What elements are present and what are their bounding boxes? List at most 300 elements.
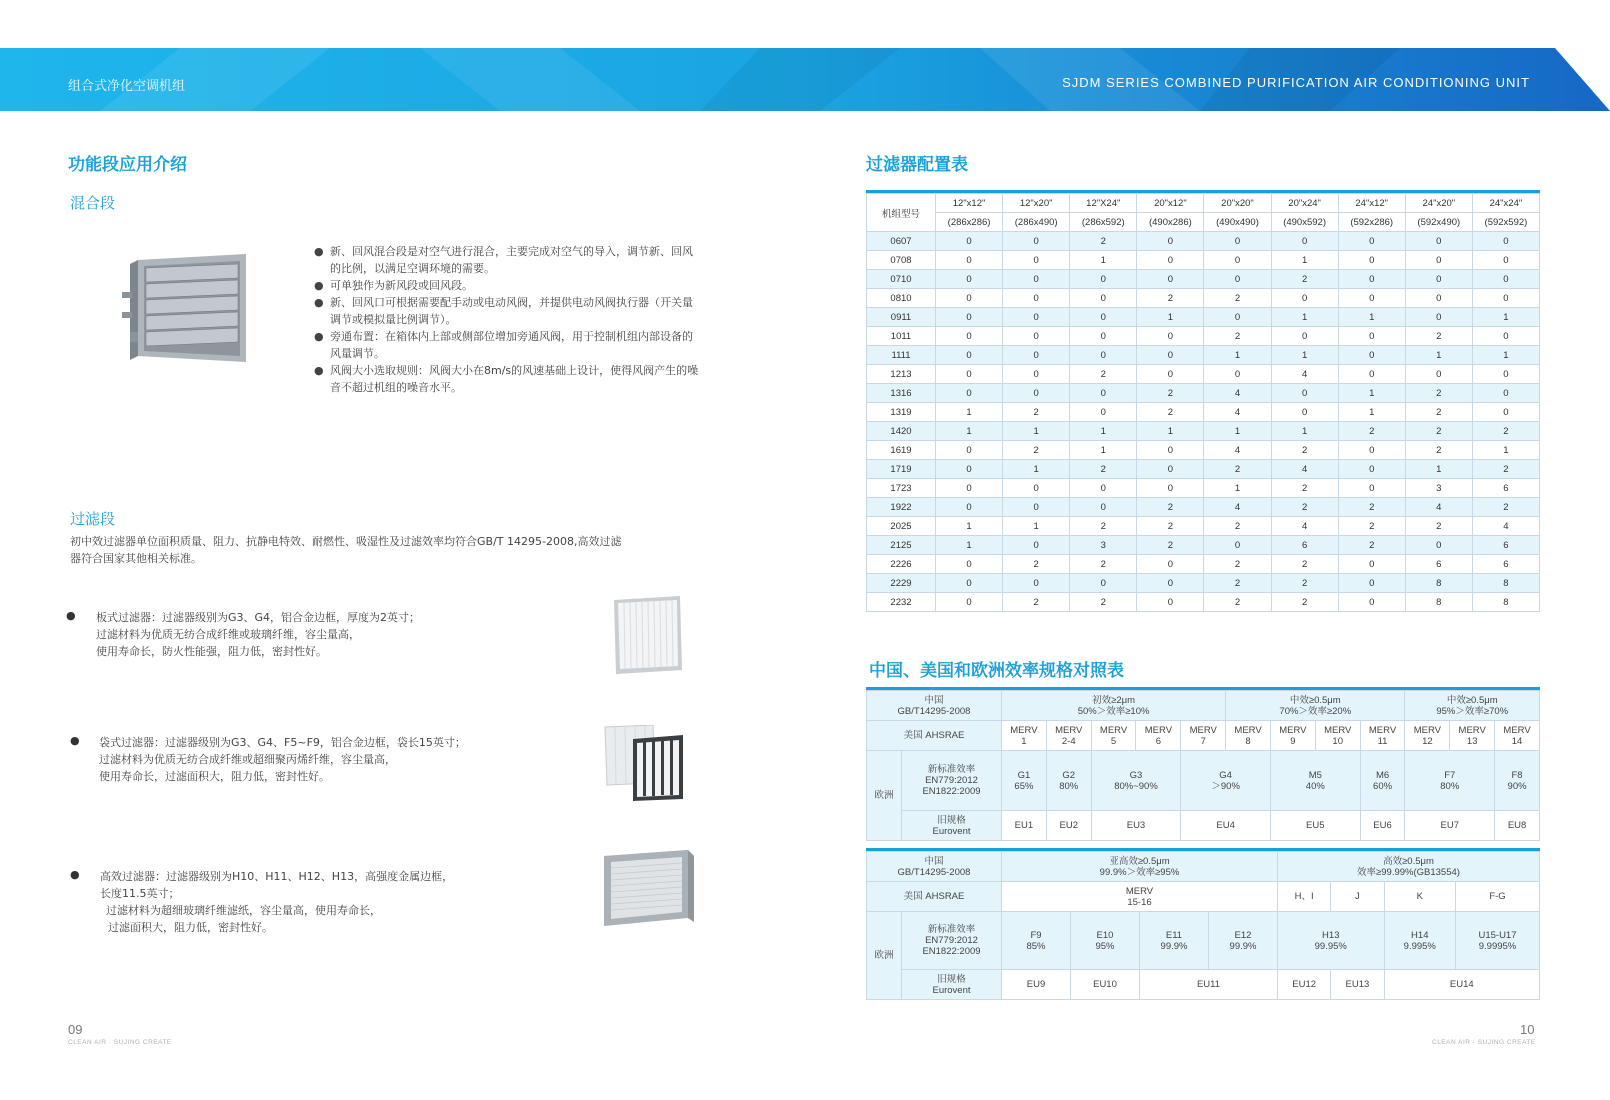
- text-line: 中效≥0.5μm: [1289, 694, 1341, 706]
- old-standard-label: [902, 811, 1002, 841]
- count-cell: 0: [936, 384, 1003, 403]
- table-row: [867, 498, 1540, 517]
- text-line: 音不超过机组的噪音水平。: [330, 381, 462, 394]
- filter-intro: [70, 533, 621, 567]
- eu-value-cell: [1091, 751, 1181, 811]
- text-line: 12: [1422, 735, 1433, 747]
- count-cell: 0: [1405, 365, 1472, 384]
- table-row: [867, 251, 1540, 270]
- header-left-title: 组合式净化空调机组: [68, 79, 186, 94]
- table-row: [867, 422, 1540, 441]
- text-line: 1: [1021, 735, 1027, 747]
- mixing-bullet-1: [314, 243, 693, 277]
- bullet-icon: ●: [314, 245, 324, 258]
- text-line: 使用寿命长，防火性能强，阻力低，密封性好。: [96, 645, 327, 658]
- count-cell: 0: [1137, 593, 1204, 612]
- count-cell: 1: [1137, 422, 1204, 441]
- count-cell: 6: [1472, 479, 1539, 498]
- text-line: U15-U17: [1478, 929, 1517, 941]
- bullet-icon: ●: [314, 296, 324, 309]
- text-line: 6: [1155, 735, 1162, 747]
- text-line: 初效≥2μm: [1092, 694, 1136, 706]
- eu-old-cell: EU11: [1140, 970, 1278, 1000]
- count-cell: 2: [1070, 593, 1137, 612]
- count-cell: 0: [1137, 555, 1204, 574]
- count-cell: 0: [936, 232, 1003, 251]
- count-cell: 0: [1137, 441, 1204, 460]
- count-cell: 0: [1338, 346, 1405, 365]
- count-cell: 0: [1338, 479, 1405, 498]
- count-cell: 0: [1472, 270, 1539, 289]
- count-cell: 6: [1271, 536, 1338, 555]
- count-cell: 1: [1271, 308, 1338, 327]
- text-line: 95%＞效率≥70%: [1436, 705, 1509, 717]
- count-cell: 2: [1204, 289, 1271, 308]
- text-line: E10: [1096, 929, 1114, 941]
- text-line: MERV: [1125, 885, 1154, 897]
- text-line: 高效≥0.5μm: [1383, 855, 1434, 867]
- china-label: [867, 852, 1002, 882]
- text-line: 13: [1466, 735, 1478, 747]
- count-cell: 0: [1003, 251, 1070, 270]
- text-line: 85%: [1026, 940, 1046, 952]
- table-row: [867, 441, 1540, 460]
- count-cell: 0: [936, 289, 1003, 308]
- table-row: [867, 346, 1540, 365]
- text-line: 亚高效≥0.5μm: [1109, 855, 1170, 867]
- text-line: Eurovent: [932, 825, 971, 837]
- count-cell: 2: [1271, 555, 1338, 574]
- text-line: 65%: [1014, 780, 1034, 792]
- count-cell: 2: [1271, 441, 1338, 460]
- count-cell: 0: [936, 441, 1003, 460]
- size-header-inch: 24"x12": [1338, 194, 1405, 213]
- count-cell: 2: [1003, 403, 1070, 422]
- text-line: 旧规格: [937, 814, 966, 826]
- count-cell: 1: [1472, 441, 1539, 460]
- size-header-mm: (286x490): [1003, 213, 1070, 232]
- count-cell: 2: [1070, 365, 1137, 384]
- count-cell: 0: [1070, 479, 1137, 498]
- us-label: 美国 AHSRAE: [867, 721, 1002, 751]
- count-cell: 0: [1271, 403, 1338, 422]
- text-line: 过滤材料为优质无纺合成纤维或玻璃纤维，容尘量高，: [96, 628, 360, 641]
- count-cell: 2: [1271, 479, 1338, 498]
- eu-old-cell: EU4: [1181, 811, 1271, 841]
- count-cell: 0: [1472, 289, 1539, 308]
- section-title-comparison: 中国、美国和欧洲效率规格对照表: [869, 661, 1124, 681]
- text-line: 中国: [924, 855, 944, 867]
- count-cell: 2: [1003, 441, 1070, 460]
- count-cell: 0: [1003, 289, 1070, 308]
- eu-value-cell: [1140, 912, 1209, 970]
- count-cell: 2: [1204, 460, 1271, 479]
- count-cell: 0: [1338, 441, 1405, 460]
- count-cell: 8: [1405, 593, 1472, 612]
- count-cell: 0: [1070, 270, 1137, 289]
- mixing-bullet-5: [314, 362, 698, 396]
- text-line: 99.9%: [1229, 940, 1257, 952]
- count-cell: 2: [1338, 536, 1405, 555]
- count-cell: 3: [1405, 479, 1472, 498]
- count-cell: 8: [1472, 593, 1539, 612]
- size-header-inch: 12"X24": [1070, 194, 1137, 213]
- count-cell: 1: [1204, 479, 1271, 498]
- count-cell: 1: [936, 422, 1003, 441]
- count-cell: 1: [1204, 346, 1271, 365]
- count-cell: 2: [1204, 517, 1271, 536]
- text-line: 50%＞效率≥10%: [1077, 705, 1150, 717]
- count-cell: 2: [1405, 384, 1472, 403]
- model-cell: 2025: [867, 517, 936, 536]
- size-header-inch: 20"x20": [1204, 194, 1271, 213]
- bag-filter-image: [603, 725, 685, 805]
- count-cell: 2: [1204, 593, 1271, 612]
- text-line: 高效过滤器：过滤器级别为H10、H11、H12、H13，高强度金属边框，: [100, 870, 454, 883]
- text-line: MERV: [1458, 724, 1486, 736]
- model-cell: 0911: [867, 308, 936, 327]
- table-row: [867, 365, 1540, 384]
- text-line: 新标准效率: [927, 924, 976, 935]
- count-cell: 1: [1070, 422, 1137, 441]
- count-cell: 1: [1070, 441, 1137, 460]
- count-cell: 0: [1137, 327, 1204, 346]
- eu-value-cell: [1405, 751, 1495, 811]
- count-cell: 0: [1003, 327, 1070, 346]
- text-line: M6: [1375, 769, 1390, 781]
- eu-value-cell: [1071, 912, 1140, 970]
- model-cell: 1319: [867, 403, 936, 422]
- merv-cell: [1136, 721, 1181, 751]
- count-cell: 0: [1137, 479, 1204, 498]
- table-row: [867, 555, 1540, 574]
- count-cell: 0: [936, 308, 1003, 327]
- count-cell: 1: [1472, 346, 1539, 365]
- text-line: 过滤材料为超细玻璃纤维滤纸，容尘量高，使用寿命长，: [106, 904, 381, 917]
- model-cell: 0708: [867, 251, 936, 270]
- model-cell: 0810: [867, 289, 936, 308]
- count-cell: 0: [1271, 327, 1338, 346]
- count-cell: 0: [1338, 289, 1405, 308]
- model-cell: 1723: [867, 479, 936, 498]
- eu-value-cell: [1181, 751, 1271, 811]
- table-row: [867, 232, 1540, 251]
- count-cell: 0: [1472, 251, 1539, 270]
- count-cell: 1: [1271, 346, 1338, 365]
- count-cell: 0: [1003, 574, 1070, 593]
- text-line: Eurovent: [932, 984, 971, 996]
- count-cell: 2: [1137, 536, 1204, 555]
- eu-value-cell: [1270, 751, 1360, 811]
- eu-value-cell: [1384, 912, 1455, 970]
- bullet-icon: ●: [314, 364, 324, 377]
- text-line: 可单独作为新风段或回风段。: [330, 279, 473, 292]
- text-line: 风量调节。: [330, 347, 385, 360]
- eu-old-cell: EU8: [1495, 811, 1540, 841]
- count-cell: 0: [936, 498, 1003, 517]
- count-cell: 0: [1338, 232, 1405, 251]
- count-cell: 1: [1003, 422, 1070, 441]
- model-cell: 0710: [867, 270, 936, 289]
- table-row: [867, 460, 1540, 479]
- merv-cell: [1181, 721, 1226, 751]
- text-line: GB/T14295-2008: [897, 705, 971, 717]
- merv-cell: [1046, 721, 1091, 751]
- text-line: MERV: [1055, 724, 1083, 736]
- eu-old-cell: EU12: [1278, 970, 1331, 1000]
- comparison-table-2: [866, 851, 1540, 1000]
- count-cell: 0: [1137, 251, 1204, 270]
- text-line: G3: [1129, 769, 1143, 781]
- count-cell: 1: [936, 403, 1003, 422]
- text-line: ＞90%: [1211, 780, 1240, 792]
- count-cell: 2: [1472, 460, 1539, 479]
- size-header-inch: 12"x12": [936, 194, 1003, 213]
- count-cell: 2: [1070, 517, 1137, 536]
- section-title-filter-config: 过滤器配置表: [866, 155, 968, 175]
- text-line: 过滤面积大，阻力低，密封性好。: [108, 921, 273, 934]
- china-group-1: [1002, 691, 1226, 721]
- text-line: 中国: [924, 694, 944, 706]
- count-cell: 0: [1338, 270, 1405, 289]
- count-cell: 0: [936, 365, 1003, 384]
- count-cell: 0: [1338, 327, 1405, 346]
- merv-cell: [1270, 721, 1315, 751]
- text-line: G2: [1062, 769, 1076, 781]
- section-title-function: 功能段应用介绍: [68, 155, 187, 175]
- merv-cell: [1450, 721, 1495, 751]
- text-line: F7: [1444, 769, 1456, 781]
- text-line: MERV: [1503, 724, 1531, 736]
- table-row: [867, 289, 1540, 308]
- count-cell: 1: [1070, 251, 1137, 270]
- text-line: G4: [1219, 769, 1232, 781]
- count-cell: 0: [1003, 498, 1070, 517]
- mixing-bullet-3: [314, 294, 693, 328]
- count-cell: 1: [1338, 384, 1405, 403]
- eu-old-cell: EU6: [1360, 811, 1405, 841]
- count-cell: 1: [1405, 460, 1472, 479]
- text-line: MERV: [1413, 724, 1441, 736]
- text-line: 5: [1110, 735, 1117, 747]
- text-line: GB/T14295-2008: [897, 866, 971, 878]
- count-cell: 0: [1137, 460, 1204, 479]
- count-cell: 0: [1338, 251, 1405, 270]
- us-value-cell: J: [1331, 882, 1384, 912]
- count-cell: 6: [1472, 536, 1539, 555]
- table-row: [867, 479, 1540, 498]
- count-cell: 0: [1472, 403, 1539, 422]
- comparison-table-1-wrap: [866, 687, 1540, 841]
- count-cell: 2: [1271, 593, 1338, 612]
- count-cell: 0: [1003, 536, 1070, 555]
- count-cell: 0: [1137, 574, 1204, 593]
- count-cell: 0: [1271, 384, 1338, 403]
- text-line: 效率≥99.99%(GB13554): [1357, 866, 1460, 878]
- text-line: MERV: [1279, 724, 1307, 736]
- text-line: G1: [1017, 769, 1031, 781]
- text-line: 80%~90%: [1114, 780, 1158, 792]
- count-cell: 2: [1338, 517, 1405, 536]
- filter-config-table: [866, 193, 1540, 612]
- size-header-mm: (592x490): [1405, 213, 1472, 232]
- count-cell: 4: [1204, 384, 1271, 403]
- text-line: H14: [1411, 929, 1429, 941]
- count-cell: 0: [1472, 384, 1539, 403]
- count-cell: 0: [1338, 574, 1405, 593]
- count-cell: 0: [1137, 270, 1204, 289]
- table-row: [867, 308, 1540, 327]
- count-cell: 1: [936, 536, 1003, 555]
- count-cell: 0: [936, 574, 1003, 593]
- count-cell: 0: [936, 346, 1003, 365]
- merv-cell: [1360, 721, 1405, 751]
- model-cell: 0607: [867, 232, 936, 251]
- count-cell: 0: [936, 251, 1003, 270]
- eu-old-cell: EU2: [1046, 811, 1091, 841]
- panel-filter-image: [610, 596, 686, 680]
- count-cell: 0: [1070, 384, 1137, 403]
- eu-value-cell: [1456, 912, 1540, 970]
- text-line: 8: [1245, 735, 1251, 747]
- count-cell: 2: [1137, 498, 1204, 517]
- count-cell: 0: [1070, 327, 1137, 346]
- count-cell: 0: [1070, 308, 1137, 327]
- text-line: E12: [1234, 929, 1252, 941]
- count-cell: 2: [1338, 498, 1405, 517]
- eu-value-cell: [1209, 912, 1278, 970]
- size-header-mm: (286x592): [1070, 213, 1137, 232]
- new-standard-label: [902, 912, 1002, 970]
- size-header-inch: 24"x20": [1405, 194, 1472, 213]
- count-cell: 0: [1204, 308, 1271, 327]
- count-cell: 2: [1271, 270, 1338, 289]
- table-row: [867, 384, 1540, 403]
- hepa-filter-text: [100, 868, 453, 936]
- text-line: 14: [1511, 735, 1523, 747]
- text-line: 95%: [1095, 940, 1115, 952]
- count-cell: 1: [1338, 308, 1405, 327]
- text-line: 60%: [1373, 780, 1393, 792]
- count-cell: 1: [1405, 346, 1472, 365]
- text-line: 的比例，以满足空调环境的需要。: [330, 262, 495, 275]
- text-line: 15-16: [1127, 896, 1152, 908]
- count-cell: 3: [1070, 536, 1137, 555]
- table-row: [867, 574, 1540, 593]
- table-row: [867, 536, 1540, 555]
- count-cell: 0: [1405, 270, 1472, 289]
- eu-old-cell: EU5: [1270, 811, 1360, 841]
- bullet-icon: ●: [314, 279, 324, 292]
- count-cell: 2: [1472, 498, 1539, 517]
- count-cell: 0: [1405, 536, 1472, 555]
- text-line: 2-4: [1061, 735, 1076, 747]
- count-cell: 2: [1472, 422, 1539, 441]
- size-header-inch: 20"x12": [1137, 194, 1204, 213]
- text-line: H13: [1322, 929, 1340, 941]
- count-cell: 0: [1137, 346, 1204, 365]
- filter-config-table-wrap: [866, 190, 1540, 612]
- text-line: EN779:2012: [925, 775, 978, 786]
- text-line: 99.9%＞效率≥95%: [1099, 866, 1180, 878]
- panel-filter-text: [96, 609, 420, 660]
- text-line: MERV: [1144, 724, 1173, 736]
- text-line: 99.95%: [1314, 940, 1347, 952]
- count-cell: 0: [1070, 346, 1137, 365]
- old-standard-label: [902, 970, 1002, 1000]
- count-cell: 4: [1472, 517, 1539, 536]
- count-cell: 2: [1137, 384, 1204, 403]
- count-cell: 0: [1204, 536, 1271, 555]
- model-cell: 1420: [867, 422, 936, 441]
- eu-value-cell: [1278, 912, 1385, 970]
- count-cell: 1: [1003, 460, 1070, 479]
- china-group-1: [1002, 852, 1278, 882]
- size-header-inch: 12"x20": [1003, 194, 1070, 213]
- count-cell: 0: [936, 460, 1003, 479]
- count-cell: 2: [1137, 403, 1204, 422]
- count-cell: 0: [936, 270, 1003, 289]
- count-cell: 0: [1338, 593, 1405, 612]
- count-cell: 2: [1204, 555, 1271, 574]
- count-cell: 6: [1405, 555, 1472, 574]
- header-right-title: SJDM SERIES COMBINED PURIFICATION AIR CONDITIONING UNIT: [1062, 75, 1530, 90]
- model-cell: 1213: [867, 365, 936, 384]
- count-cell: 0: [1472, 327, 1539, 346]
- eu-value-cell: [1002, 912, 1071, 970]
- text-line: 初中效过滤器单位面积质量、阻力、抗静电特效、耐燃性、吸湿性及过滤效率均符合GB/T 14295-2008,高效过滤: [70, 535, 622, 548]
- text-line: 旧规格: [937, 973, 966, 985]
- text-line: 使用寿命长，过滤面积大，阻力低，密封性好。: [99, 770, 330, 783]
- count-cell: 0: [1070, 403, 1137, 422]
- count-cell: 0: [1204, 251, 1271, 270]
- count-cell: 0: [936, 593, 1003, 612]
- model-cell: 1111: [867, 346, 936, 365]
- count-cell: 0: [1405, 251, 1472, 270]
- size-header-mm: (592x592): [1472, 213, 1539, 232]
- model-cell: 1619: [867, 441, 936, 460]
- bullet-icon: ●: [70, 868, 80, 881]
- text-line: 90%: [1507, 780, 1527, 792]
- text-line: 9: [1290, 735, 1296, 747]
- text-line: M5: [1308, 769, 1322, 781]
- count-cell: 2: [1405, 517, 1472, 536]
- count-cell: 2: [1070, 232, 1137, 251]
- text-line: F8: [1511, 769, 1523, 781]
- count-cell: 6: [1472, 555, 1539, 574]
- count-cell: 1: [1271, 251, 1338, 270]
- size-header-inch: 20"x24": [1271, 194, 1338, 213]
- model-cell: 2232: [867, 593, 936, 612]
- merv-cell: [1495, 721, 1540, 751]
- comparison-table-1: [866, 690, 1540, 841]
- eu-label: 欧洲: [867, 912, 902, 1000]
- count-cell: 2: [1137, 289, 1204, 308]
- model-cell: 2226: [867, 555, 936, 574]
- china-label: [867, 691, 1002, 721]
- table-row: [867, 327, 1540, 346]
- count-cell: 0: [1405, 289, 1472, 308]
- count-cell: 1: [936, 517, 1003, 536]
- count-cell: 2: [1338, 422, 1405, 441]
- table-row: [867, 403, 1540, 422]
- page-number-right: 10: [1520, 1022, 1535, 1037]
- text-line: 9.9995%: [1478, 940, 1517, 952]
- new-standard-label: [902, 751, 1002, 811]
- count-cell: 0: [1003, 384, 1070, 403]
- text-line: MERV: [1189, 724, 1217, 736]
- text-line: MERV: [1324, 724, 1352, 736]
